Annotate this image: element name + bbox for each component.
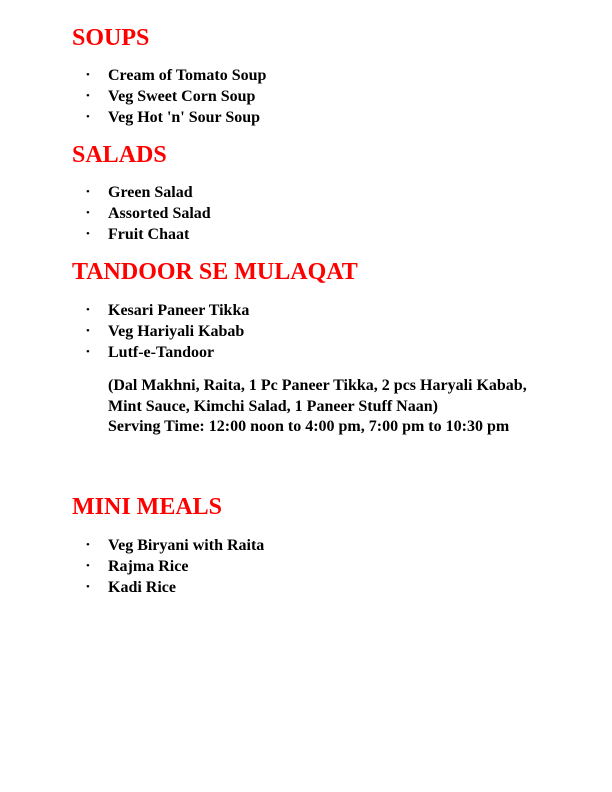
bullet-icon: • (86, 111, 90, 123)
list-item (72, 321, 249, 342)
list-item (72, 300, 249, 321)
item-label: Veg Biryani with Raita (108, 537, 265, 554)
bullet-icon: • (86, 325, 90, 337)
item-label: Veg Hariyali Kabab (108, 323, 245, 340)
lutf-e-tandoor-description (108, 376, 548, 438)
combo-contents-line-2: Mint Sauce, Kimchi Salad, 1 Paneer Stuff Naan) (108, 397, 438, 415)
item-label: Cream of Tomato Soup (108, 67, 267, 84)
item-label: Veg Hot 'n' Sour Soup (108, 109, 261, 126)
bullet-icon: • (86, 346, 90, 358)
list-item (72, 224, 211, 245)
section-title-soups: SOUPS (72, 25, 150, 51)
item-label: Kesari Paneer Tikka (108, 302, 250, 319)
list-item (72, 203, 211, 224)
item-label: Green Salad (108, 184, 193, 201)
bullet-icon: • (86, 186, 90, 198)
item-label: Veg Sweet Corn Soup (108, 88, 256, 105)
list-item (72, 86, 266, 107)
item-label: Rajma Rice (108, 558, 189, 575)
bullet-icon: • (86, 304, 90, 316)
item-label: Fruit Chaat (108, 226, 190, 243)
tandoor-list (72, 300, 249, 363)
list-item (72, 342, 249, 363)
section-title-tandoor-se-mulaqat: TANDOOR SE MULAQAT (72, 259, 358, 285)
list-item (72, 556, 264, 577)
bullet-icon: • (86, 90, 90, 102)
combo-contents-line-1: (Dal Makhni, Raita, 1 Pc Paneer Tikka, 2 pcs Haryali Kabab, (108, 377, 527, 394)
item-label: Kadi Rice (108, 579, 176, 596)
item-label: Assorted Salad (108, 205, 211, 222)
bullet-icon: • (86, 207, 90, 219)
section-title-salads: SALADS (72, 142, 167, 168)
list-item (72, 535, 264, 556)
serving-time: Serving Time: 12:00 noon to 4:00 pm, 7:00 pm to 10:30 pm (108, 418, 510, 435)
salads-list (72, 182, 211, 245)
soups-list (72, 65, 266, 128)
list-item (72, 65, 266, 86)
section-title-mini-meals: MINI MEALS (72, 494, 223, 520)
bullet-icon: • (86, 228, 90, 240)
list-item (72, 577, 264, 598)
list-item (72, 107, 266, 128)
bullet-icon: • (86, 581, 90, 593)
bullet-icon: • (86, 560, 90, 572)
list-item (72, 182, 211, 203)
item-label: Lutf-e-Tandoor (108, 344, 215, 361)
bullet-icon: • (86, 69, 90, 81)
mini-meals-list (72, 535, 264, 598)
bullet-icon: • (86, 539, 90, 551)
